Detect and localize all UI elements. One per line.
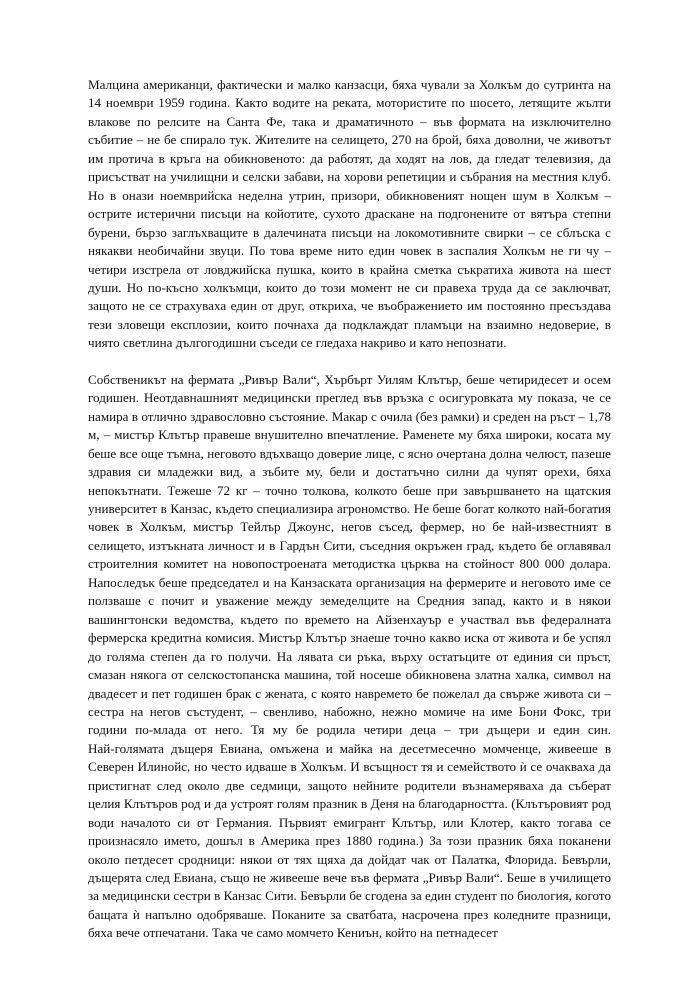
document-page [88,76,611,943]
paragraph-2: Собственикът на фермата „Ривър Вали“, Хърбърт Уилям Клътър, беше четиридесет и осем годишен. Неотдавнашният медицински преглед във връзка с осигуровката му показа, че се намира в отлично здравословно състояние. Макар с очила (без рамки) и среден на ръст – 1,78 м, – мистър Клътър правеше внушително впечатление. Раменете му бяха широки, косата му беше все още тъмна, неговото вдъхващо доверие лице, с ясно очертана долна челюст, пазеше здравия си младежки вид, а зъбите му, бели и достатъчно силни да чупят орехи, бяха непокътнати. Тежеше 72 кг – точно толкова, колкото беше при завършването на щатския университет в Канзас, където специализира агрономство. Не беше богат колкото най-богатия човек в Холкъм, мистър Тейлър Джоунс, негов съсед, фермер, но бе най-известният в селището, изтъкната личност и в Гардън Сити, съседния окръжен град, където бе оглавявал строителния комитет на новопостроената методистка църква на стойност 800 000 долара. Напоследък беше председател и на Канзаската организация на фермерите и неговото име се ползваше с почит и уважение между земеделците на Средния запад, както и в някои вашингтонски ведомства, където по времето на Айзенхауър е участвал във федералната фермерска кредитна комисия. Мистър Клътър знаеше точно какво иска от живота и бе успял до голяма степен да го получи. На лявата си ръка, върху остатъците от единия си пръст, смазан някога от селскостопанска машина, той носеше обикновена златна халка, символ на двадесет и пет годишен брак с жената, с която навремето бе пожелал да свърже живота си – сестра на негов състудент, – свенливо, набожно, нежно момиче на име Бони Фокс, три години по‑млада от него. Тя му бе родила четири деца – три дъщери и един син. Най‑голямата дъщеря Евиана, омъжена и майка на десетмесечно момченце, живееше в Северен Илинойс, но често идваше в Холкъм. И всъщност тя и семейството ѝ се очакваха да пристигнат след около две седмици, защото нейните родители възнамеряваха да съберат целия Клътъров род и да устроят голям празник в Деня на благодарността. (Клътъровият род води началото си от Германия. Първият емигрант Клътър, или Клотер, както тогава се произнасяло името, дошъл в Америка през 1880 година.) За този празник бяха поканени около петдесет сродници: някои от тях щяха да дойдат чак от Палатка, Флорида. Бевърли, дъщерята след Евиана, също не живееше вече във фермата „Ривър Вали“. Беше в училището за медицински сестри в Канзас Сити. Бевърли бе сгодена за един студент по биология, когото бащата ѝ напълно одобряваше. Поканите за сватбата, насрочена през коледните празници, бяха вече отпечатани. Така че само момчето Кениън, който на петнадесет [88,371,611,941]
paragraph-1: Малцина американци, фактически и малко канзасци, бяха чували за Холкъм до сутринта на 14 ноември 1959 година. Както водите на реката, мотористите по шосето, летящите жълти влакове по релсите на Санта Фе, така и драматичното – във формата на изключително събитие – не бе спирало тук. Жителите на селището, 270 на брой, бяха доволни, че животът им протича в кръга на обикновеното: да работят, да ходят на лов, да гледат телевизия, да присъстват на училищни и селски забави, на хорови репетиции и събрания на местния клуб. Но в онази ноемврийска неделна утрин, призори, обикновеният нощен шум в Холкъм – острите истерични писъци на койотите, сухото драскане на подгонените от вятъра степни бурени, бързо заглъхващите в далечината писъци на локомотивните свирки – се сблъска с някакви необичайни звуци. По това време нито един човек в заспалия Холкъм не ги чу – четири изстрела от ловджийска пушка, които в крайна сметка съкратиха живота на шест души. Но по-късно холкъмци, които до този момент не си правеха труда да се заключват, защото не се страхуваха един от друг, откриха, че въображението им постоянно пресъздава тези зловещи експлозии, които почнаха да подклаждат пламъци на взаимно недоверие, в чиято светлина дългогодишни съседи се гледаха накриво и като непознати. [88,77,611,351]
